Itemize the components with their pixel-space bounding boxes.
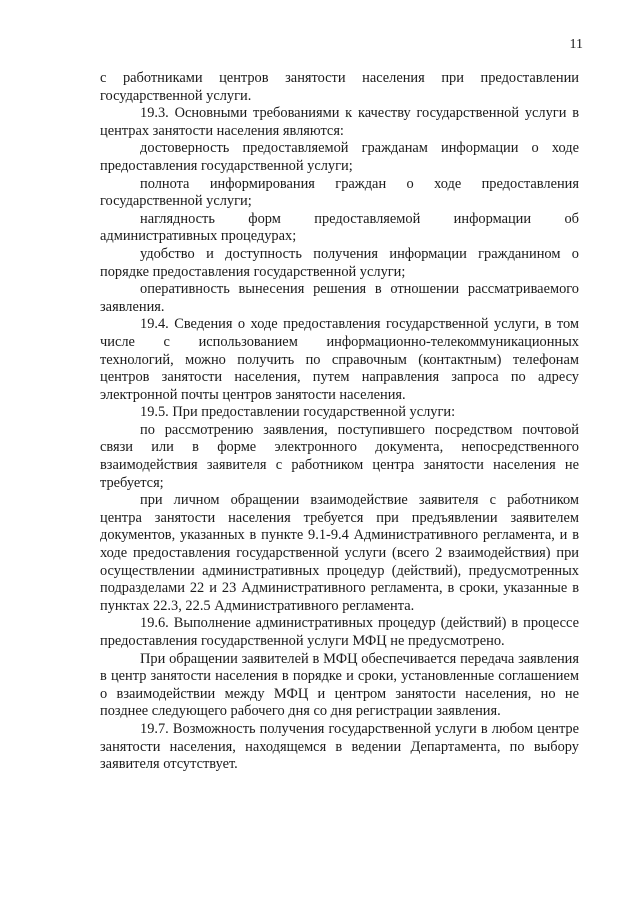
paragraph: 19.4. Сведения о ходе предоставления государственной услуги, в том числе с использованием информационно-телекоммуникационных технологий, можно получить по справочным (контактным) телефонам центров занятости населения, путем направления запроса по адресу электронной почты центров занятости населения.: [100, 316, 579, 403]
paragraph: при личном обращении взаимодействие заявителя с работником центра занятости населения требуется при предъявлении заявителем документов, указанных в пункте 9.1-9.4 Административного регламента, и в ходе предоставления государственной услуги (всего 2 взаимодействия) при осуществлении административных процедур (действий), предусмотренных подразделами 22 и 23 Административного регламента, в сроки, указанные в пунктах 22.3, 22.5 Административного регламента.: [100, 492, 579, 614]
paragraph: полнота информирования граждан о ходе предоставления государственной услуги;: [100, 175, 579, 210]
page-number: 11: [569, 37, 583, 52]
paragraph: 19.6. Выполнение административных процедур (действий) в процессе предоставления государственной услуги МФЦ не предусмотрено.: [100, 615, 579, 649]
paragraph: 19.7. Возможность получения государственной услуги в любом центре занятости населения, находящемся в ведении Департамента, по выбору заявителя отсутствует.: [100, 720, 579, 773]
paragraph: удобство и доступность получения информации гражданином о порядке предоставления государственной услуги;: [100, 245, 579, 280]
paragraph: с работниками центров занятости населения при предоставлении государственной услуги.: [100, 70, 579, 104]
paragraph: При обращении заявителей в МФЦ обеспечивается передача заявления в центр занятости населения в порядке и сроки, установленные соглашением о взаимодействии между МФЦ и центром занятости населения, но не позднее следующего рабочего дня со дня регистрации заявления.: [100, 650, 579, 720]
paragraph: достоверность предоставляемой гражданам информации о ходе предоставления государственной услуги;: [100, 140, 579, 174]
paragraph: 19.3. Основными требованиями к качеству государственной услуги в центрах занятости населения являются:: [100, 105, 579, 139]
paragraph: оперативность вынесения решения в отношении рассматриваемого заявления.: [100, 281, 579, 315]
document-body: [100, 70, 579, 774]
paragraph: 19.5. При предоставлении государственной услуги:: [140, 404, 456, 421]
paragraph: наглядность форм предоставляемой информации об административных процедурах;: [100, 210, 579, 245]
paragraph: по рассмотрению заявления, поступившего посредством почтовой связи или в форме электронного документа, непосредственного взаимодействия заявителя с работником центра занятости населения не требуется;: [100, 421, 579, 491]
